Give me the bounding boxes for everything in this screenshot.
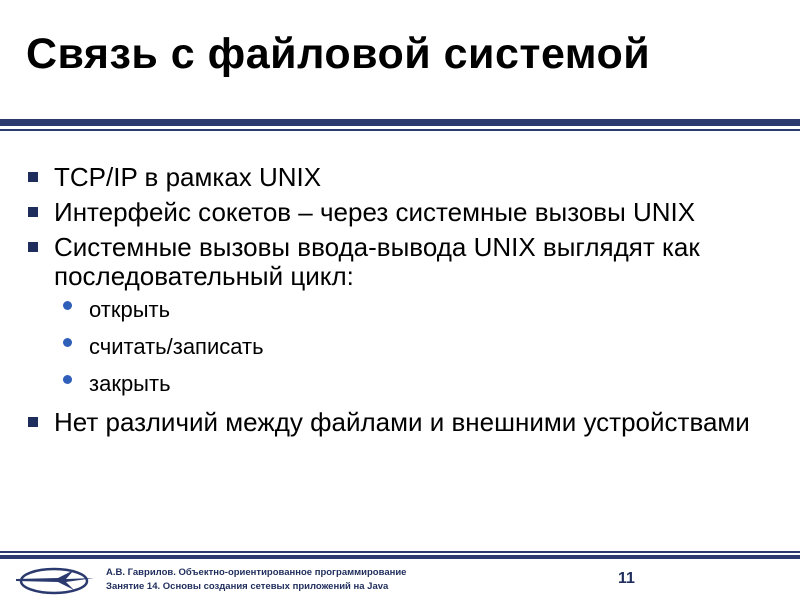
round-bullet-icon bbox=[63, 375, 72, 384]
round-bullet-icon bbox=[63, 301, 72, 310]
sub-bullet-list bbox=[54, 297, 786, 397]
square-bullet-icon bbox=[28, 207, 38, 217]
round-bullet-icon bbox=[63, 338, 72, 347]
bullet-text: TCP/IP в рамках UNIX bbox=[54, 162, 322, 192]
bullet-item bbox=[26, 163, 786, 192]
footer-course-info bbox=[106, 566, 406, 594]
bullet-text: Нет различий между файлами и внешними устройствами bbox=[54, 407, 750, 437]
bullet-item bbox=[26, 408, 786, 437]
square-bullet-icon bbox=[28, 242, 38, 252]
square-bullet-icon bbox=[28, 172, 38, 182]
title-divider bbox=[0, 119, 800, 126]
title-divider-thin bbox=[0, 129, 800, 131]
footer-line-author: А.В. Гаврилов. Объектно-ориентированное программирование bbox=[106, 567, 407, 578]
bullet-text: Системные вызовы ввода-вывода UNIX выглядят как последовательный цикл: bbox=[54, 232, 700, 291]
bullet-item bbox=[26, 233, 786, 397]
bullet-text: Интерфейс сокетов – через системные вызовы UNIX bbox=[54, 197, 696, 227]
slide-title: Связь с файловой системой bbox=[26, 30, 651, 78]
bullet-item bbox=[26, 198, 786, 227]
footer-divider bbox=[0, 555, 800, 559]
university-logo-icon bbox=[14, 561, 96, 597]
sub-bullet-text: открыть bbox=[89, 297, 171, 322]
footer-divider-thin bbox=[0, 551, 800, 553]
square-bullet-icon bbox=[28, 417, 38, 427]
sub-bullet-text: закрыть bbox=[89, 371, 171, 396]
page-number: 11 bbox=[618, 570, 635, 587]
sub-bullet-item bbox=[54, 334, 786, 360]
sub-bullet-text: считать/записать bbox=[89, 334, 264, 359]
sub-bullet-item bbox=[54, 371, 786, 397]
bullet-list bbox=[26, 163, 786, 443]
footer-line-lesson: Занятие 14. Основы создания сетевых приложений на Java bbox=[106, 581, 389, 592]
sub-bullet-item bbox=[54, 297, 786, 323]
